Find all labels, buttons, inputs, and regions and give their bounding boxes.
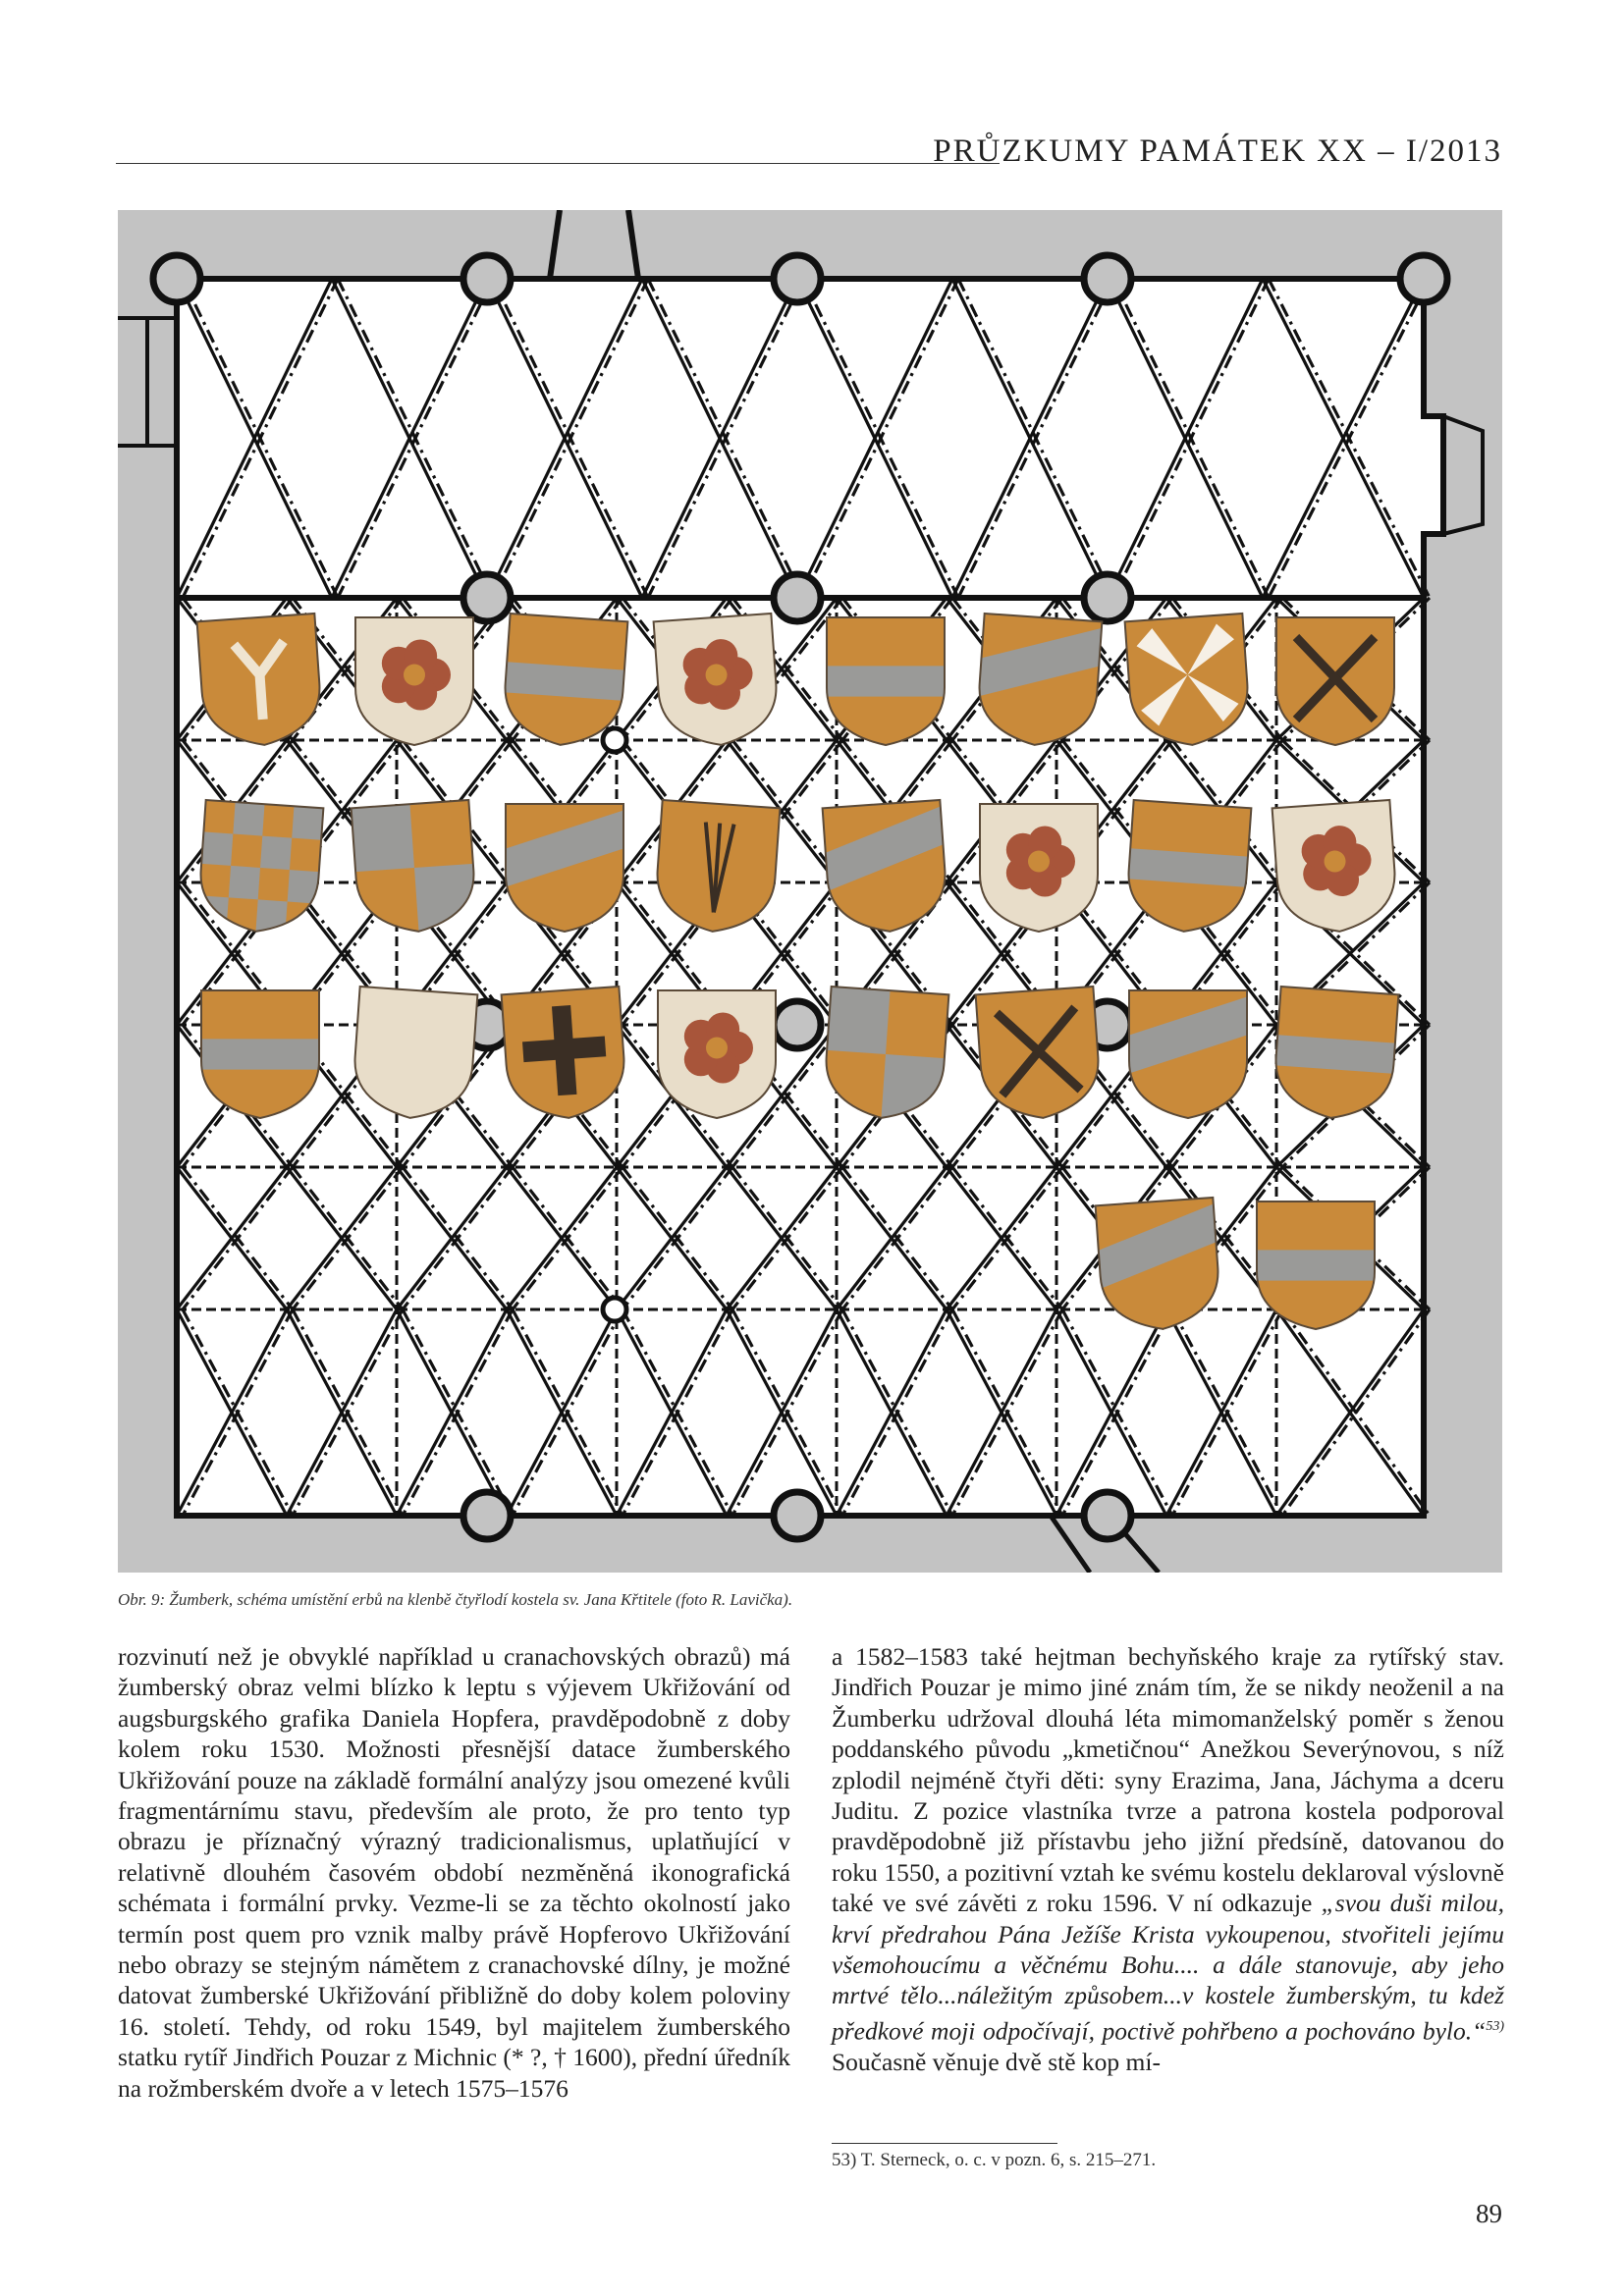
vault-diagram bbox=[118, 210, 1502, 1573]
testament-quote: „svou duši milou, krví předrahou Pána Ježíše Krista vykoupenou, stvořiteli jejímu všemohoucímu a věčnému Bohu.... a dále stanovuje, aby jeho mrtvé tělo...náležitým způsobem...v kostele žumberským, tu kdež předkové moji odpočívají, poctivě pohřbeno a pochováno bylo.“ bbox=[832, 1889, 1504, 2046]
left-column bbox=[118, 1641, 790, 2104]
shield-bend-icon bbox=[1129, 990, 1247, 1118]
right-column-text: a 1582–1583 také hejtman bechyňského kraje za rytířský stav. Jindřich Pouzar je mimo jiné znám tím, že se nikdy neoženil a na Žumberku udržoval dlouhá léta mimomanželský poměr s ženou poddanského původu „kmetičnou“ Anežkou Severýnovou, s níž zplodil nejméně čtyři děti: syny Erazima, Jana, Jáchyma a dceru Juditu. Z pozice vlastníka tvrze a patrona kostela podporoval pravděpodobně již přístavbu jeho jižní předsíně, datovanou do roku 1550, a pozitivní vztah ke svému kostelu deklaroval výslovně také ve své závěti z roku 1596. V ní odkazuje bbox=[832, 1642, 1504, 1918]
figure-caption: Obr. 9: Žumberk, schéma umístění erbů na klenbě čtyřlodí kostela sv. Jana Křtitele (foto R. Lavička). bbox=[118, 1590, 793, 1609]
vault-diagram-figure bbox=[118, 210, 1502, 1573]
vault-pillar bbox=[463, 255, 511, 302]
rib-boss bbox=[603, 1298, 626, 1321]
page-number: 89 bbox=[1476, 2199, 1502, 2228]
header-rule bbox=[116, 163, 1000, 164]
left-column-paragraph: rozvinutí než je obvyklé například u cranachovských obrazů) má žumberský obraz velmi blízko k leptu s výjevem Ukřižování od augsburgského grafika Daniela Hopfera, pravděpodobně z doby kolem roku 1530. Možnosti přesnější datace žumberského Ukřižování pouze na základě formální analýzy jsou omezené kvůli fragmentárnímu stavu, především ale proto, že pro tento typ obrazu je příznačný výrazný tradicionalismus, uplatňující v relativně dlouhém časovém období nezměněná ikonografická schémata i formální prvky. Vezme-li se za těchto okolností jako termín post quem pro vznik malby právě Hopferovo Ukřižování nebo obrazy se stejným námětem z cranachovské dílny, je možné datovat žumberské Ukřižování přibližně do doby kolem poloviny 16. století. Tehdy, od roku 1549, byl majitelem žumberského statku rytíř Jindřich Pouzar z Michnic (* ?, † 1600), přední úředník na rožmberském dvoře a v letech 1575–1576 bbox=[118, 1642, 790, 2103]
right-column-paragraph bbox=[832, 1641, 1504, 2077]
footnote-reference: 53) bbox=[1486, 2018, 1504, 2034]
vault-pillar bbox=[774, 1001, 821, 1048]
rib-boss bbox=[603, 728, 626, 752]
vault-pillar bbox=[774, 255, 821, 302]
vault-pillar bbox=[153, 255, 200, 302]
shield-rose-icon bbox=[980, 804, 1098, 932]
footnote-rule bbox=[832, 2143, 1057, 2144]
vault-pillar bbox=[1084, 574, 1131, 621]
vault-pillar bbox=[1084, 1492, 1131, 1539]
vault-pillar bbox=[1084, 255, 1131, 302]
shield-keys-icon bbox=[1276, 617, 1394, 745]
vault-pillar bbox=[463, 574, 511, 621]
running-head: PRŮZKUMY PAMÁTEK XX – I/2013 bbox=[933, 133, 1502, 169]
vault-pillar bbox=[463, 1492, 511, 1539]
shield-rose-icon bbox=[658, 990, 776, 1118]
shield-rose-icon bbox=[355, 617, 473, 745]
vault-pillar bbox=[1400, 255, 1447, 302]
footnote: 53) T. Sterneck, o. c. v pozn. 6, s. 215–271. bbox=[832, 2150, 1157, 2170]
vault-pillar bbox=[774, 574, 821, 621]
shield-fess-icon bbox=[827, 617, 945, 745]
right-column-text-end: Současně věnuje dvě stě kop mí- bbox=[832, 2047, 1161, 2076]
shield-bend-icon bbox=[506, 804, 623, 932]
vault-pillar bbox=[774, 1492, 821, 1539]
shield-fess-icon bbox=[1257, 1201, 1375, 1329]
shield-fess-icon bbox=[201, 990, 319, 1118]
right-column bbox=[832, 1641, 1504, 2077]
